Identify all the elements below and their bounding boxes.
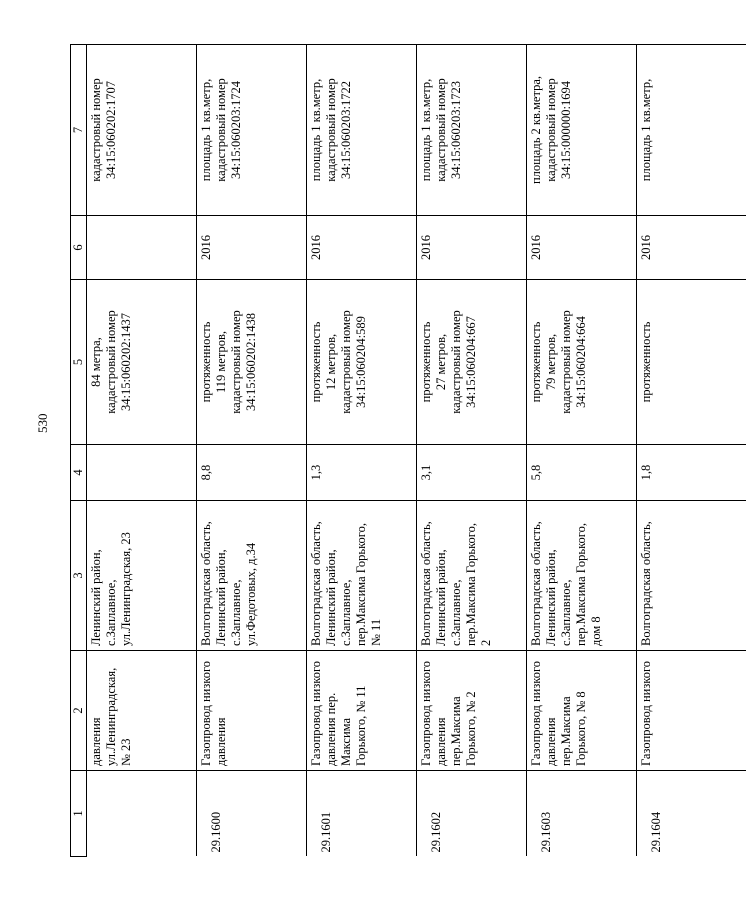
cell-line: Волгоградская область,	[639, 521, 653, 646]
row-number-cell: 29.1604	[637, 771, 746, 857]
cell-line: кадастровый номер	[434, 78, 448, 182]
value-cell: 3,1	[417, 445, 527, 501]
header-cell: 2	[71, 651, 87, 771]
object-name-cell	[87, 651, 197, 771]
cell-line: Ленинский район,	[544, 549, 558, 646]
cell-line: с.Заплавное,	[559, 579, 573, 646]
cell-line: давления	[214, 717, 228, 766]
cell-line: Волгоградская область,	[529, 521, 543, 646]
cell-line: протяженность	[529, 321, 543, 403]
cell-line: 34:15:060203:1724	[229, 81, 243, 179]
address-cell	[87, 501, 197, 651]
row-number-cell: 29.1601	[307, 771, 417, 857]
table-row	[87, 45, 197, 857]
cell-line: кадастровый номер	[339, 310, 353, 414]
cell-line: № 23	[119, 738, 133, 766]
cadastral-cell	[197, 45, 307, 216]
cell-line: ул.Ленинградская, 23	[119, 532, 133, 646]
header-cell: 7	[71, 45, 87, 216]
cell-line: 12 метров,	[324, 333, 338, 391]
value-cell: 1,3	[307, 445, 417, 501]
address-cell	[197, 501, 307, 651]
header-cell: 1	[71, 771, 87, 857]
row-number-cell	[87, 771, 197, 857]
table-row	[197, 45, 307, 857]
year-cell: 2016	[527, 216, 637, 280]
cell-line: Волгоградская область,	[419, 521, 433, 646]
cell-line: кадастровый номер	[89, 78, 103, 182]
cell-line: 34:15:060204:664	[574, 316, 588, 408]
header-cell: 5	[71, 280, 87, 445]
cell-line: Газопровод низкого	[309, 660, 323, 766]
cell-line: 34:15:060204:667	[464, 316, 478, 408]
cell-line: пер.Максима Горького,	[354, 523, 368, 646]
cell-line: 27 метров,	[434, 333, 448, 391]
object-name-cell	[637, 651, 746, 771]
cell-line: кадастровый номер	[449, 310, 463, 414]
value-cell	[87, 445, 197, 501]
cell-line: давления пер.Максима	[544, 696, 573, 766]
cell-line: площадь 2 кв.метра,	[529, 76, 543, 185]
cell-line: Газопровод низкого	[639, 660, 653, 766]
cadastral-cell	[527, 45, 637, 216]
address-cell	[307, 501, 417, 651]
cell-line: Горького, № 11	[354, 685, 368, 766]
year-cell: 2016	[417, 216, 527, 280]
cell-line: пер.Максима Горького,	[464, 523, 478, 646]
cell-line: 84 метра,	[89, 337, 103, 387]
cell-line: с.Заплавное,	[104, 579, 118, 646]
cell-line: Ленинский район,	[434, 549, 448, 646]
cell-line: 34:15:060204:589	[354, 316, 368, 408]
page-number: 530	[35, 413, 50, 433]
address-cell	[637, 501, 746, 651]
characteristics-cell	[637, 280, 746, 445]
characteristics-cell	[527, 280, 637, 445]
cell-line: 34:15:060202:1707	[104, 81, 118, 179]
cell-line: кадастровый номер	[559, 310, 573, 414]
property-table	[70, 44, 746, 857]
cell-line: пер.Максима Горького,	[574, 523, 588, 646]
year-cell: 2016	[197, 216, 307, 280]
cell-line: 119 метров,	[214, 331, 228, 394]
cell-line: 34:15:060202:1437	[119, 313, 133, 411]
cell-line: Горького, № 8	[574, 691, 588, 766]
cell-line: площадь 1 кв.метр,	[199, 78, 213, 182]
value-cell: 8,8	[197, 445, 307, 501]
cell-line: с.Заплавное,	[229, 579, 243, 646]
cell-line: Волгоградская область,	[199, 521, 213, 646]
cell-line: № 11	[369, 618, 383, 646]
cell-line: Газопровод низкого	[529, 660, 543, 766]
cell-line: 34:15:000000:1694	[559, 81, 573, 179]
object-name-cell	[527, 651, 637, 771]
cell-line: 34:15:060202:1438	[244, 313, 258, 411]
cell-line: давления	[89, 717, 103, 766]
cell-line: с.Заплавное,	[339, 579, 353, 646]
cadastral-cell	[87, 45, 197, 216]
cell-line: 34:15:060203:1722	[339, 81, 353, 179]
cell-line: 79 метров,	[544, 333, 558, 391]
cell-line: давления пер.Максима	[434, 696, 463, 766]
row-number-cell: 29.1602	[417, 771, 527, 857]
cell-line: кадастровый номер	[104, 310, 118, 414]
cell-line: Газопровод низкого	[419, 660, 433, 766]
address-cell	[527, 501, 637, 651]
object-name-cell	[197, 651, 307, 771]
cell-line: Газопровод низкого	[199, 660, 213, 766]
header-cell: 4	[71, 445, 87, 501]
cell-line: кадастровый номер	[544, 78, 558, 182]
cell-line: протяженность	[199, 321, 213, 403]
table-row	[637, 45, 746, 857]
characteristics-cell	[307, 280, 417, 445]
cadastral-cell	[637, 45, 746, 216]
cell-line: Ленинский район,	[89, 549, 103, 646]
header-row	[71, 45, 87, 857]
cadastral-cell	[307, 45, 417, 216]
cell-line: Ленинский район,	[324, 549, 338, 646]
year-cell	[87, 216, 197, 280]
cell-line: дом 8	[589, 616, 603, 646]
value-cell: 1,8	[637, 445, 746, 501]
rotated-page-content	[70, 45, 663, 857]
cell-line: 34:15:060203:1723	[449, 81, 463, 179]
table-row	[527, 45, 637, 857]
cell-line: кадастровый номер	[229, 310, 243, 414]
row-number-cell: 29.1600	[197, 771, 307, 857]
cell-line: протяженность	[309, 321, 323, 403]
row-number-cell: 29.1603	[527, 771, 637, 857]
cell-line: Волгоградская область,	[309, 521, 323, 646]
year-cell: 2016	[307, 216, 417, 280]
cadastral-cell	[417, 45, 527, 216]
cell-line: ул.Федотовых, д.34	[244, 542, 258, 646]
characteristics-cell	[87, 280, 197, 445]
table-row	[307, 45, 417, 857]
cell-line: с.Заплавное,	[449, 579, 463, 646]
cell-line: площадь 1 кв.метр,	[419, 78, 433, 182]
year-cell: 2016	[637, 216, 746, 280]
table-row	[417, 45, 527, 857]
cell-line: давления пер. Максима	[324, 692, 353, 766]
object-name-cell	[417, 651, 527, 771]
cell-line: площадь 1 кв.метр,	[309, 78, 323, 182]
cell-line: Горького, № 2	[464, 691, 478, 766]
cell-line: Ленинский район,	[214, 549, 228, 646]
cell-line: кадастровый номер	[214, 78, 228, 182]
cell-line: протяженность	[419, 321, 433, 403]
value-cell: 5,8	[527, 445, 637, 501]
characteristics-cell	[197, 280, 307, 445]
header-cell: 3	[71, 501, 87, 651]
cell-line: площадь 1 кв.метр,	[639, 78, 653, 182]
cell-line: 2	[479, 639, 493, 646]
address-cell	[417, 501, 527, 651]
object-name-cell	[307, 651, 417, 771]
cell-line: протяженность	[639, 321, 653, 403]
characteristics-cell	[417, 280, 527, 445]
cell-line: кадастровый номер	[324, 78, 338, 182]
header-cell: 6	[71, 216, 87, 280]
cell-line: ул.Ленинградская,	[104, 667, 118, 766]
